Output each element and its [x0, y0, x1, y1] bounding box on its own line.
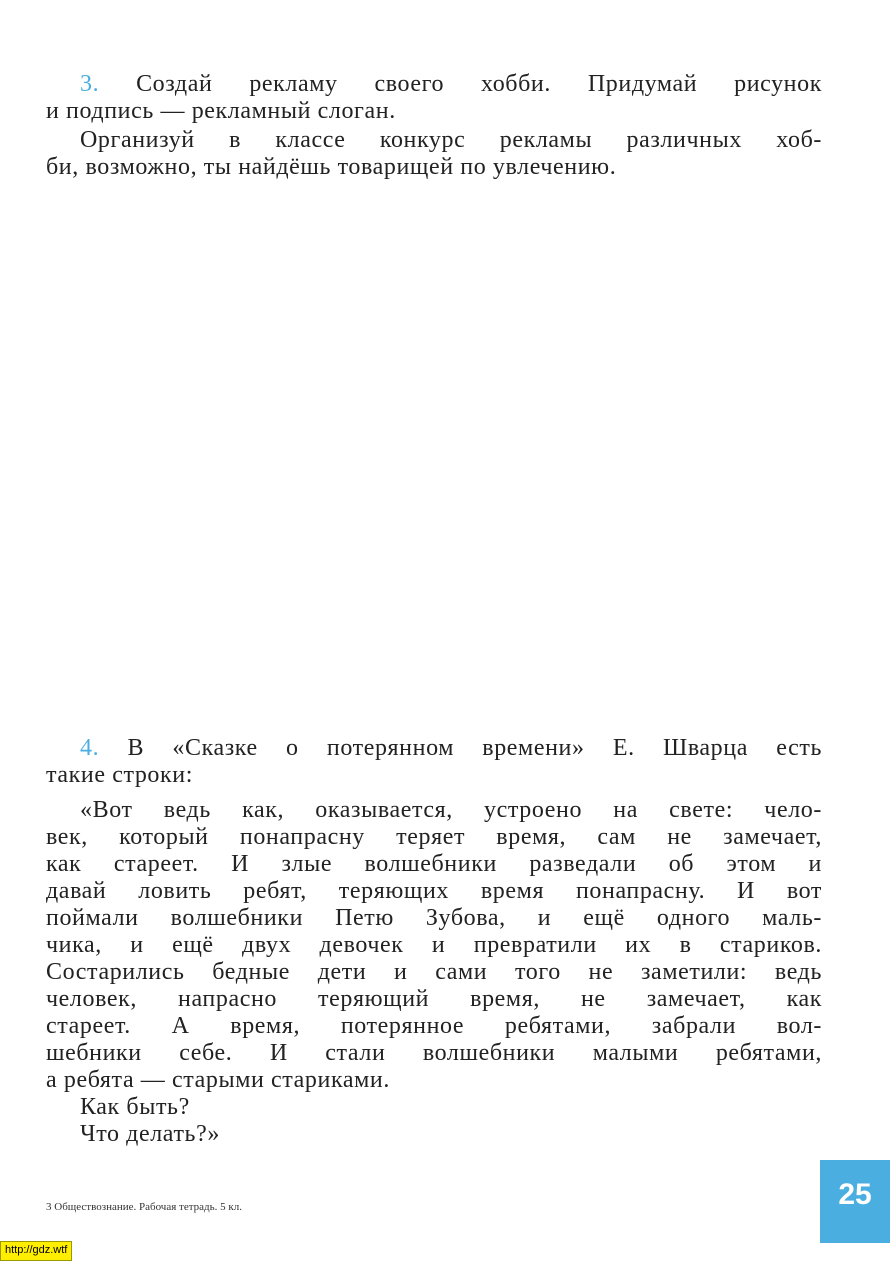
page-number: 25 [838, 1178, 872, 1211]
task-4-line-1 [46, 735, 822, 762]
task-4-number: 4. [80, 735, 100, 761]
task-3-text-1: Создай рекламу своего хобби. Придумай рисунок [99, 71, 822, 97]
page-number-badge [820, 1160, 890, 1243]
task-3-number: 3. [80, 71, 100, 97]
task-3-line-3: Организуй в классе конкурс рекламы различных хоб- [80, 127, 822, 153]
answer-area[interactable] [46, 190, 822, 710]
quote-block [46, 797, 822, 1148]
task-3-line-2: и подпись — рекламный слоган. [46, 98, 396, 124]
quote-line: век, который понапрасну теряет время, сам не замечает, [46, 824, 822, 850]
quote-line: шебники себе. И стали волшебники малыми ребятами, [46, 1040, 822, 1066]
quote-line: а ребята — старыми стариками. [46, 1067, 390, 1093]
quote-line: давай ловить ребят, теряющих время понапрасну. И вот [46, 878, 822, 904]
quote-line: Состарились бедные дети и сами того не заметили: ведь [46, 959, 822, 985]
task-4 [46, 735, 822, 1148]
task-3 [46, 71, 822, 181]
watermark-link[interactable]: http://gdz.wtf [0, 1241, 72, 1261]
footer-note: 3 Обществознание. Рабочая тетрадь. 5 кл. [46, 1201, 242, 1213]
task-4-intro-1: В «Сказке о потерянном времени» Е. Шварца есть [99, 735, 822, 761]
task-3-line-4: би, возможно, ты найдёшь товарищей по увлечению. [46, 154, 617, 180]
quote-line: чика, и ещё двух девочек и превратили их в стариков. [46, 932, 822, 958]
quote-line: стареет. А время, потерянное ребятами, забрали вол- [46, 1013, 822, 1039]
quote-closing-1: Как быть? [80, 1094, 190, 1120]
quote-closing-2: Что делать?» [80, 1121, 220, 1147]
quote-line: «Вот ведь как, оказывается, устроено на свете: чело- [80, 797, 822, 823]
quote-line: как стареет. И злые волшебники разведали об этом и [46, 851, 822, 877]
task-3-paragraph-2 [46, 127, 822, 181]
quote-line: человек, напрасно теряющий время, не замечает, как [46, 986, 822, 1012]
task-4-intro-2: такие строки: [46, 762, 193, 788]
task-3-line-1 [46, 71, 822, 98]
quote-line: поймали волшебники Петю Зубова, и ещё одного маль- [46, 905, 822, 931]
